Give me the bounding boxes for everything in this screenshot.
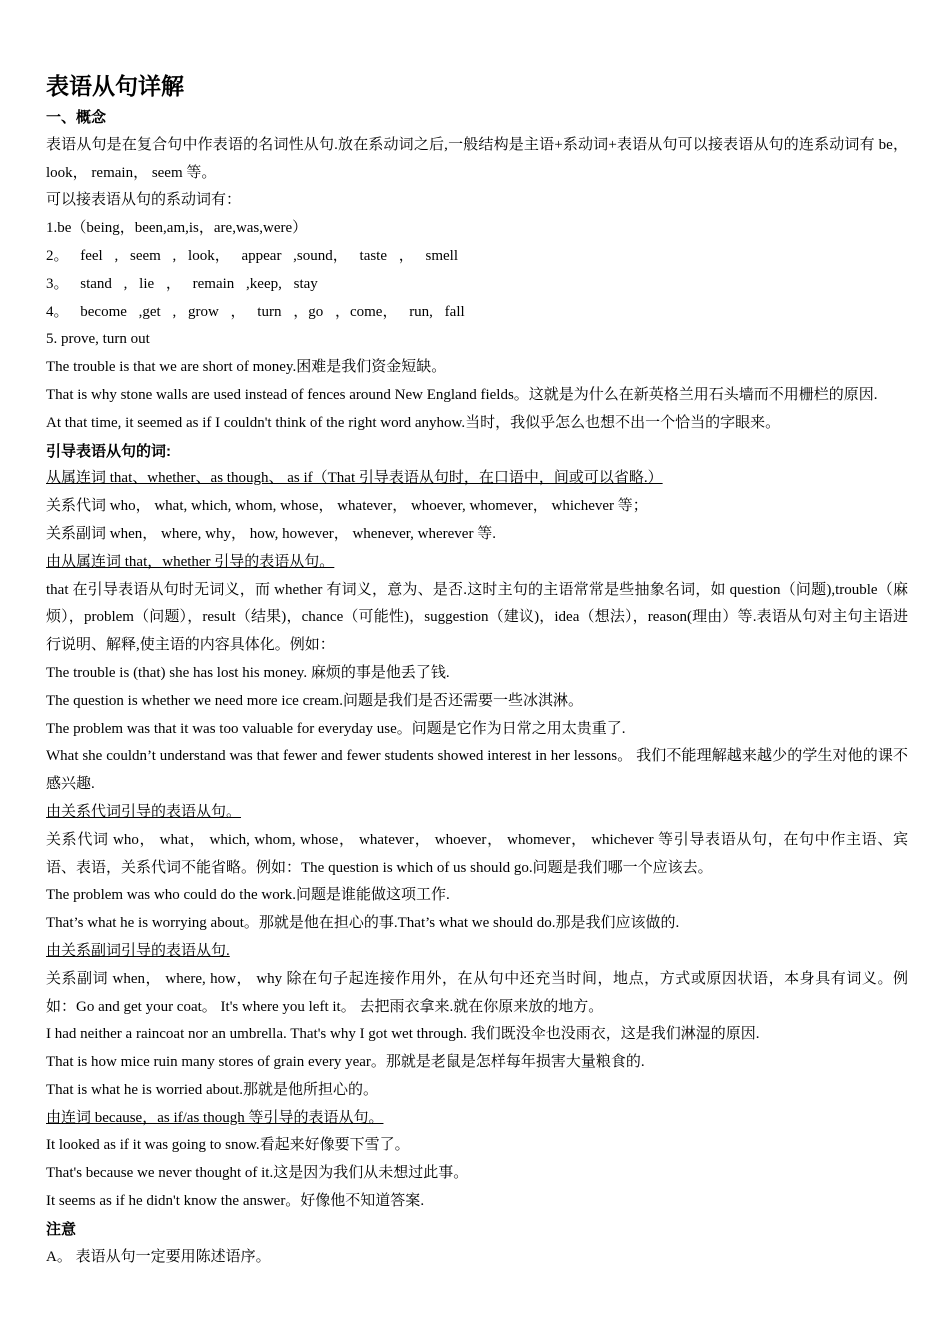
section-heading: 一、概念: [46, 109, 107, 126]
subsection-heading: 由关系代词引导的表语从句。: [46, 803, 242, 820]
paragraph: That is why stone walls are used instead of fences around New England fields。这就是为什么在新英格兰用石头墙而不用栅栏的原因.: [46, 386, 878, 403]
paragraph: 4。 become ,get , grow ， turn ，go ，come， run, fall: [46, 303, 465, 320]
paragraph: 2。 feel , seem , look， appear ,sound， taste ， smell: [46, 247, 459, 264]
subsection-heading: 由连词 because，as if/as though 等引导的表语从句。: [46, 1109, 384, 1126]
paragraph: 关系副词 when， where, how， why 除在句子起连接作用外，在从句中还充当时间，地点，方式或原因状语，本身具有词义。例如：Go and get your coat。 It's where you left it。 去把雨衣拿来.就在你原来放的地方。: [46, 970, 908, 1015]
paragraph: 关系副词 when， where, why， how, however， whenever, wherever 等.: [46, 525, 496, 542]
paragraph: 关系代词 who， what， which, whom, whose， whatever， whoever， whomever， whichever 等引导表语从句，在句中作主语、宾语、表语，关系代词不能省略。例如：The question is which of us should go.问题是我们哪一个应该去。: [46, 831, 908, 876]
page-title: 表语从句详解: [46, 73, 184, 99]
paragraph: The trouble is that we are short of money.困难是我们资金短缺。: [46, 359, 447, 376]
paragraph: The trouble is (that) she has lost his money. 麻烦的事是他丢了钱.: [46, 664, 450, 681]
paragraph: That is how mice ruin many stores of grain every year。那就是老鼠是怎样每年损害大量粮食的.: [46, 1054, 645, 1071]
section-heading: 注意: [46, 1220, 77, 1238]
paragraph: A。 表语从句一定要用陈述语序。: [46, 1248, 271, 1265]
paragraph: It looked as if it was going to snow.看起来好像要下雪了。: [46, 1137, 410, 1154]
paragraph: What she couldn’t understand was that fewer and fewer students showed interest in her lessons。 我们不能理解越来越少的学生对他的课不感兴趣.: [46, 748, 908, 793]
paragraph: At that time, it seemed as if I couldn't think of the right word anyhow.当时，我似乎怎么也想不出一个恰当的字眼来。: [46, 414, 781, 431]
paragraph: 1.be（being，been,am,is，are,was,were）: [46, 220, 308, 237]
paragraph: I had neither a raincoat nor an umbrella. That's why I got wet through. 我们既没伞也没雨衣，这是我们淋湿的原因.: [46, 1026, 760, 1043]
paragraph: 5. prove, turn out: [46, 331, 150, 348]
paragraph: 可以接表语从句的系动词有：: [46, 192, 242, 209]
subsection-heading: 由关系副词引导的表语从句.: [46, 942, 230, 959]
paragraph: The question is whether we need more ice cream.问题是我们是否还需要一些冰淇淋。: [46, 692, 583, 709]
paragraph: The problem was that it was too valuable for everyday use。问题是它作为日常之用太贵重了.: [46, 720, 626, 737]
subsection-heading: 由从属连词 that，whether 引导的表语从句。: [46, 553, 335, 570]
document-page: [46, 68, 908, 1271]
paragraph: That is what he is worried about.那就是他所担心的。: [46, 1081, 379, 1098]
subsection-heading: 从属连词 that、whether、as though、 as if（That 引导表语从句时，在口语中，间或可以省略.）: [46, 470, 663, 487]
paragraph: The problem was who could do the work.问题是谁能做这项工作.: [46, 887, 450, 904]
paragraph: 3。 stand , lie ， remain ,keep, stay: [46, 275, 318, 292]
paragraph: That’s what he is worrying about。那就是他在担心的事.That’s what we should do.那是我们应该做的.: [46, 915, 680, 932]
paragraph: It seems as if he didn't know the answer。好像他不知道答案.: [46, 1193, 425, 1210]
paragraph: that 在引导表语从句时无词义，而 whether 有词义，意为、是否.这时主句的主语常常是些抽象名词，如 question（问题),trouble（麻烦），problem（问题），result（结果)，chance（可能性)，suggestion（建议)，idea（想法），reason(理由）等.表语从句对主句主语进行说明、解释,使主语的内容具体化。例如：: [46, 581, 908, 654]
document-body: [46, 104, 908, 1271]
paragraph: That's because we never thought of it.这是因为我们从未想过此事。: [46, 1165, 469, 1182]
paragraph: 关系代词 who， what, which, whom, whose， whatever， whoever, whomever， whichever 等；: [46, 498, 648, 515]
paragraph: 表语从句是在复合句中作表语的名词性从句.放在系动词之后,一般结构是主语+系动词+表语从句可以接表语从句的连系动词有 be， look， remain， seem 等。: [46, 136, 908, 181]
section-heading: 引导表语从句的词:: [46, 442, 171, 460]
